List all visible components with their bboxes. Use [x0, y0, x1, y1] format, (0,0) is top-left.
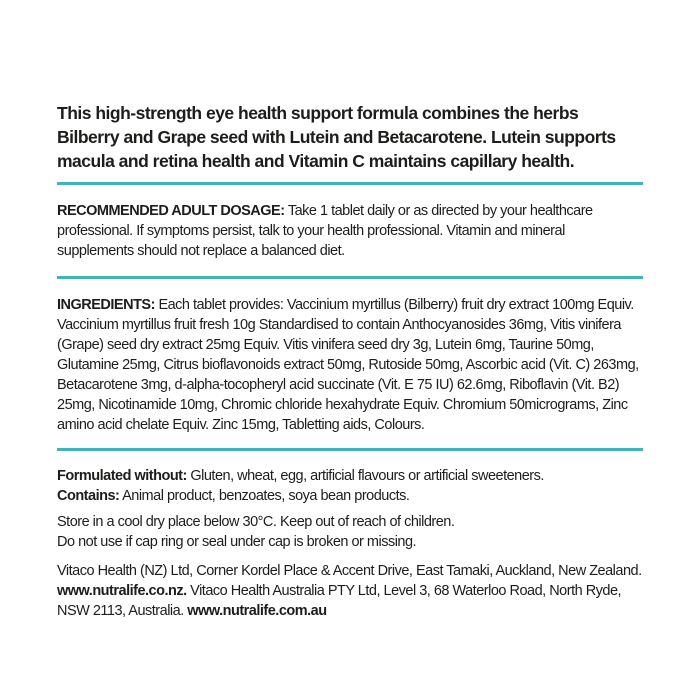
allergen-section — [57, 451, 643, 621]
company-address — [57, 561, 643, 621]
intro-description: This high-strength eye health support formula combines the herbs Bilberry and Grape seed with Lutein and Betacarotene. Lutein supports macula and retina health and Vitamin C maintains capillary health. — [57, 103, 616, 171]
dosage-heading: RECOMMENDED ADULT DOSAGE: — [57, 203, 285, 219]
contains-line — [57, 486, 643, 506]
dosage-text: Take 1 tablet daily or as directed by your healthcare professional. If symptoms persist, talk to your health professional. Vitamin and mineral supplements should not replace a balanced diet. — [57, 203, 593, 259]
product-info-panel — [57, 101, 643, 621]
formulated-without-line — [57, 466, 643, 486]
ingredients-text: Each tablet provides: Vaccinium myrtillus (Bilberry) fruit dry extract 100mg Equiv. Vaccinium myrtillus fruit fresh 10g Standardised to contain Anthocyanosides 36mg, Vitis vinifera (Grape) seed dry extract 25mg Equiv. Vitis vinifera seed dry 3g, Lutein 6mg, Taurine 50mg, Glutamine 25mg, Citrus bioflavonoids extract 50mg, Rutoside 50mg, Ascorbic acid (Vit. C) 263mg, Betacarotene 3mg, d-alpha-tocopheryl acid succinate (Vit. E 75 IU) 62.6mg, Riboflavin (Vit. B2) 25mg, Nicotinamide 10mg, Chromic chloride hexahydrate Equiv. Chromium 50micrograms, Zinc amino acid chelate Equiv. Zinc 15mg, Tabletting aids, Colours. — [57, 297, 639, 433]
formulated-without-text: Gluten, wheat, egg, artificial flavours or artificial sweeteners. — [186, 468, 544, 484]
company-nz-text: Vitaco Health (NZ) Ltd, Corner Kordel Place & Accent Drive, East Tamaki, Auckland, New Zealand. — [57, 563, 642, 579]
ingredients-section — [57, 279, 643, 448]
storage-line-2: Do not use if cap ring or seal under cap is broken or missing. — [57, 534, 417, 550]
ingredients-heading: INGREDIENTS: — [57, 297, 155, 313]
formulated-without-heading: Formulated without: — [57, 468, 187, 484]
contains-text: Animal product, benzoates, soya bean products. — [119, 488, 410, 504]
au-website-link[interactable]: www.nutralife.com.au — [187, 603, 327, 619]
company-au-text: Vitaco Health Australia PTY Ltd, Level 3, 68 Waterloo Road, North Ryde, NSW 2113, Australia. — [57, 583, 622, 619]
nz-website-link[interactable]: www.nutralife.co.nz. — [57, 583, 187, 599]
dosage-section — [57, 185, 643, 276]
contains-heading: Contains: — [57, 488, 120, 504]
storage-line-1: Store in a cool dry place below 30°C. Keep out of reach of children. — [57, 514, 455, 530]
